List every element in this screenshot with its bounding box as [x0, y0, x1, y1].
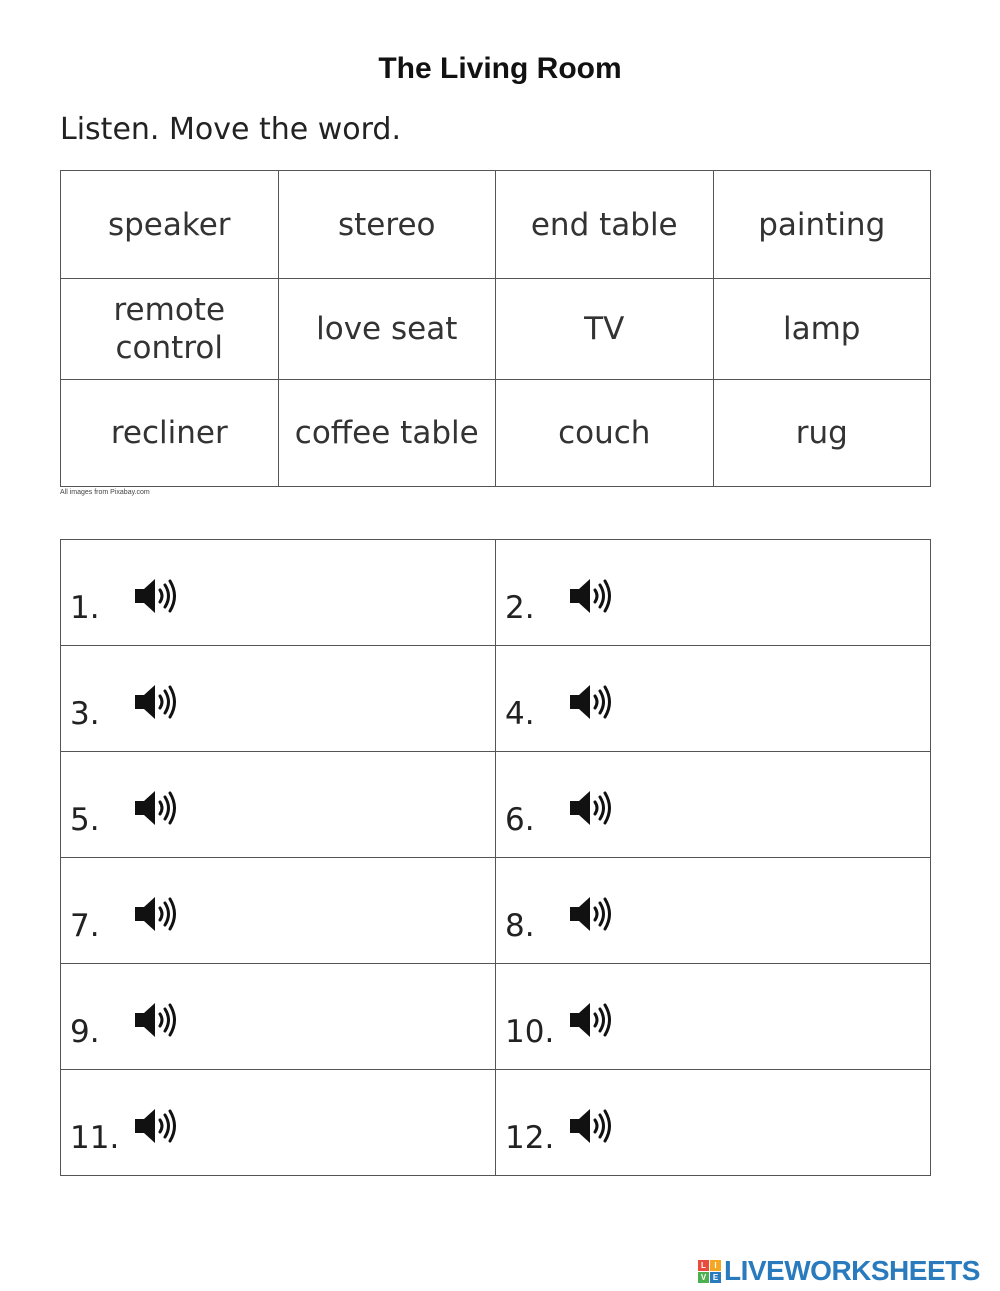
- answer-row: [61, 964, 931, 1070]
- item-number: 5.: [70, 802, 100, 838]
- speaker-volume-icon[interactable]: [568, 788, 612, 828]
- logo-badge: [698, 1260, 721, 1283]
- answer-drop-cell[interactable]: [61, 540, 496, 646]
- word-tile[interactable]: speaker: [61, 171, 279, 279]
- speaker-volume-icon[interactable]: [568, 1106, 612, 1146]
- word-bank-row: [61, 171, 931, 279]
- logo-badge-letter: L: [698, 1260, 709, 1271]
- logo-text: LIVEWORKSHEETS: [724, 1255, 980, 1286]
- answer-drop-cell[interactable]: [496, 858, 931, 964]
- answer-drop-cell[interactable]: [496, 752, 931, 858]
- speaker-volume-icon[interactable]: [133, 894, 177, 934]
- answer-row: [61, 858, 931, 964]
- speaker-volume-icon[interactable]: [568, 1000, 612, 1040]
- answer-row: [61, 1070, 931, 1176]
- speaker-volume-icon[interactable]: [133, 682, 177, 722]
- item-number: 11.: [70, 1120, 120, 1156]
- word-tile[interactable]: couch: [496, 380, 714, 487]
- answer-drop-cell[interactable]: [496, 1070, 931, 1176]
- item-number: 9.: [70, 1014, 100, 1050]
- answer-row: [61, 646, 931, 752]
- answer-table: [60, 539, 931, 1176]
- answer-row: [61, 752, 931, 858]
- answer-row: [61, 540, 931, 646]
- liveworksheets-logo: [698, 1256, 980, 1286]
- item-number: 10.: [505, 1014, 555, 1050]
- word-tile[interactable]: end table: [496, 171, 714, 279]
- word-tile[interactable]: love seat: [278, 279, 496, 380]
- word-tile[interactable]: painting: [713, 171, 931, 279]
- speaker-volume-icon[interactable]: [133, 1000, 177, 1040]
- speaker-volume-icon[interactable]: [568, 682, 612, 722]
- instruction-text: Listen. Move the word.: [60, 112, 402, 147]
- word-tile[interactable]: stereo: [278, 171, 496, 279]
- item-number: 7.: [70, 908, 100, 944]
- page-title: The Living Room: [378, 52, 622, 85]
- answer-drop-cell[interactable]: [496, 646, 931, 752]
- item-number: 2.: [505, 590, 535, 626]
- word-tile[interactable]: recliner: [61, 380, 279, 487]
- answer-drop-cell[interactable]: [496, 964, 931, 1070]
- logo-badge-letter: E: [710, 1272, 721, 1283]
- image-credit: All images from Pixabay.com: [60, 489, 150, 496]
- word-tile[interactable]: coffee table: [278, 380, 496, 487]
- answer-drop-cell[interactable]: [61, 964, 496, 1070]
- speaker-volume-icon[interactable]: [133, 788, 177, 828]
- item-number: 6.: [505, 802, 535, 838]
- logo-badge-letter: V: [698, 1272, 709, 1283]
- word-tile[interactable]: rug: [713, 380, 931, 487]
- item-number: 12.: [505, 1120, 555, 1156]
- answer-drop-cell[interactable]: [61, 646, 496, 752]
- word-bank-row: [61, 279, 931, 380]
- word-tile[interactable]: lamp: [713, 279, 931, 380]
- speaker-volume-icon[interactable]: [568, 894, 612, 934]
- word-bank-row: [61, 380, 931, 487]
- speaker-volume-icon[interactable]: [133, 576, 177, 616]
- answer-drop-cell[interactable]: [61, 752, 496, 858]
- speaker-volume-icon[interactable]: [133, 1106, 177, 1146]
- answer-drop-cell[interactable]: [61, 1070, 496, 1176]
- answer-drop-cell[interactable]: [496, 540, 931, 646]
- item-number: 3.: [70, 696, 100, 732]
- item-number: 8.: [505, 908, 535, 944]
- word-tile[interactable]: [61, 279, 279, 380]
- word-tile[interactable]: TV: [496, 279, 714, 380]
- speaker-volume-icon[interactable]: [568, 576, 612, 616]
- word-bank-table: [60, 170, 931, 487]
- word-tile-label: remote control: [113, 292, 226, 366]
- logo-badge-letter: I: [710, 1260, 721, 1271]
- item-number: 4.: [505, 696, 535, 732]
- item-number: 1.: [70, 590, 100, 626]
- answer-drop-cell[interactable]: [61, 858, 496, 964]
